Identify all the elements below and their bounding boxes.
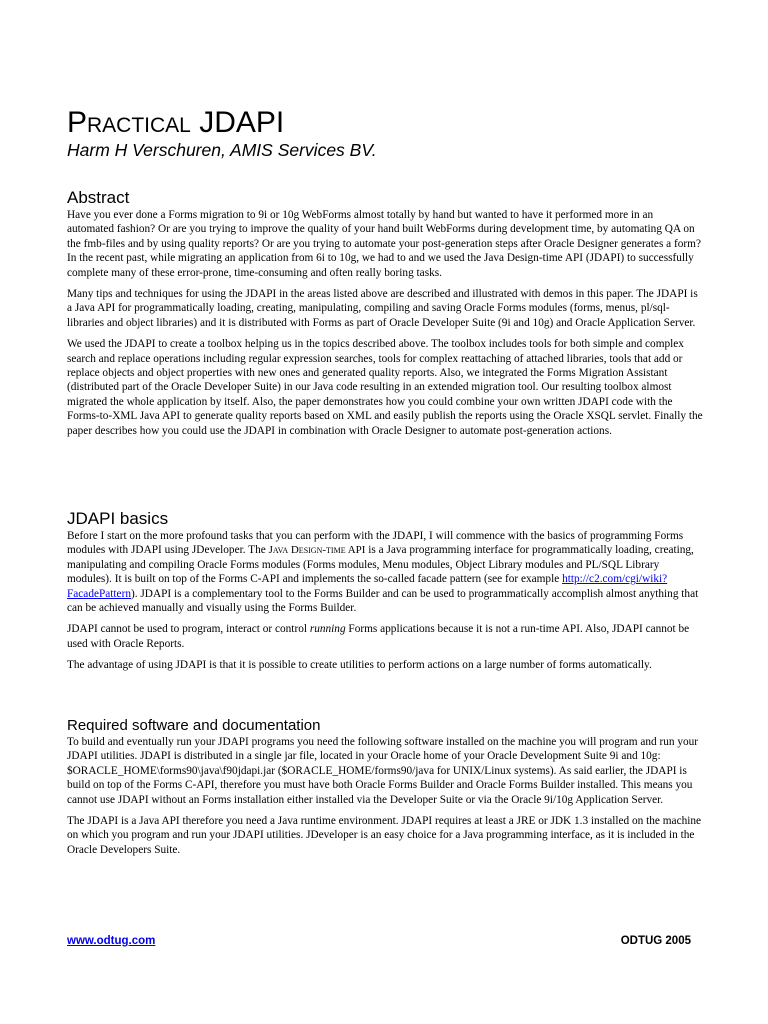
basics-text-2a: JDAPI cannot be used to program, interact or control — [67, 623, 310, 636]
basics-text-caps: Java Design-time API — [268, 544, 366, 557]
conference-label: ODTUG 2005 — [620, 935, 691, 947]
abstract-section — [67, 187, 703, 438]
basics-text-1b: is a Java programming interface for programmatically loading, creating, manipulating and compiling Oracle Forms modules (Forms modules, Menu modules, Object Library modules and PL/SQL Library modules). It is built on top of the Forms C-API and implements the so-called facade pattern (see for example — [67, 544, 694, 586]
author-line: Harm H Verschuren, AMIS Services BV. — [67, 140, 377, 160]
abstract-paragraph-3: We used the JDAPI to create a toolbox helping us in the topics described above. The toolbox includes tools for both simple and complex search and replace operations including regular expression searches, tools for complex reattaching of attached libraries, tools that add or replace objects and object properties with new ones and generated quality reports. Also, we integrated the Forms Migration Assistant (distributed part of the Oracle Developer Suite) in our Java code resulting in an extended migration tool. Our resulting toolbox almost migrated the whole application by itself. Also, the paper demonstrates how you could combine your own written JDAPI code with the Forms-to-XML Java API to generate quality reports based on XML and easily publish the reports using the Oracle XSQL servlet. Finally the paper describes how you could use the JDAPI in combination with Oracle Designer to automate post-generation actions. — [67, 338, 703, 437]
required-section — [67, 717, 703, 857]
facade-pattern-link[interactable]: http://c2.com/cgi/wiki?FacadePattern — [67, 573, 668, 600]
page-title — [67, 106, 284, 140]
basics-text-2b: Forms applications because it is not a run-time API. Also, JDAPI cannot be used with Oracle Reports. — [67, 623, 690, 650]
website-link[interactable]: www.odtug.com — [67, 935, 156, 947]
basics-section — [67, 508, 703, 673]
abstract-paragraph-2: Many tips and techniques for using the JDAPI in the areas listed above are described and illustrated with demos in this paper. The JDAPI is a Java API for programmatically loading, creating, manipulating, compiling and saving Oracle Forms modules (forms, menus, pl/sql-libraries and object libraries) and it is distributed with Forms as part of Oracle Developer Suite (9i and 10g) and Oracle Application Server. — [67, 288, 698, 329]
title-main: JDAPI — [199, 106, 285, 139]
required-paragraph-1: To build and eventually run your JDAPI programs you need the following software installed on the machine you will program and run your JDAPI utilities. JDAPI is distributed in a single jar file, located in your Oracle home of your Oracle Development Suite 9i and 10g: $ORACLE_HOME\forms90\java\f90jdapi.jar ($ORACLE_HOME/forms90/java for UNIX/Linux systems). As said earlier, the JDAPI is build on top of the Forms C-API, therefore you must have both Oracle Forms Builder and Oracle Forms Builder installed. This means you cannot use JDAPI without an Forms installation either installed via the Developer Suite or via the Oracle 9i/10g Application Server. — [67, 736, 699, 806]
basics-heading: JDAPI basics — [67, 509, 169, 528]
abstract-heading: Abstract — [67, 188, 130, 207]
basics-paragraph-3: The advantage of using JDAPI is that it is possible to create utilities to perform actions on a large number of forms automatically. — [67, 659, 652, 672]
basics-text-italic: running — [309, 623, 346, 636]
basics-text-1c: ). JDAPI is a complementary tool to the Forms Builder and can be used to programmatically accomplish almost anything that can be achieved manually and visually using the Forms Builder. — [67, 587, 699, 615]
title-small-caps: Practical — [67, 106, 191, 139]
basics-paragraph-2 — [67, 622, 703, 651]
basics-paragraph-1 — [67, 529, 703, 615]
required-paragraph-2: The JDAPI is a Java API therefore you need a Java runtime environment. JDAPI requires at least a JRE or JDK 1.3 installed on the machine on which you program and run your JDAPI utilities. JDeveloper is an easy choice for a Java programming interface, as it is included in the Oracle Developers Suite. — [67, 815, 702, 856]
abstract-paragraph-1: Have you ever done a Forms migration to 9i or 10g WebForms almost totally by hand but wanted to have it performed more in an automated fashion? Or are you trying to improve the quality of your hand built WebForms during development time, by automating QA on the fmb-files and by using quality reports? Or are you trying to automate your post-generation steps after Oracle Designer generates a form? In the recent past, while migrating an application from 6i to 10g, we had to and we used the Java Design-time API (JDAPI) to successfully complete many of these error-prone, time-consuming and often really boring tasks. — [67, 209, 701, 279]
required-heading: Required software and documentation — [67, 717, 321, 734]
basics-text-1a: Before I start on the more profound tasks that you can perform with the JDAPI, I will commence with the basics of programming Forms modules with JDAPI using JDeveloper. The — [67, 530, 684, 557]
